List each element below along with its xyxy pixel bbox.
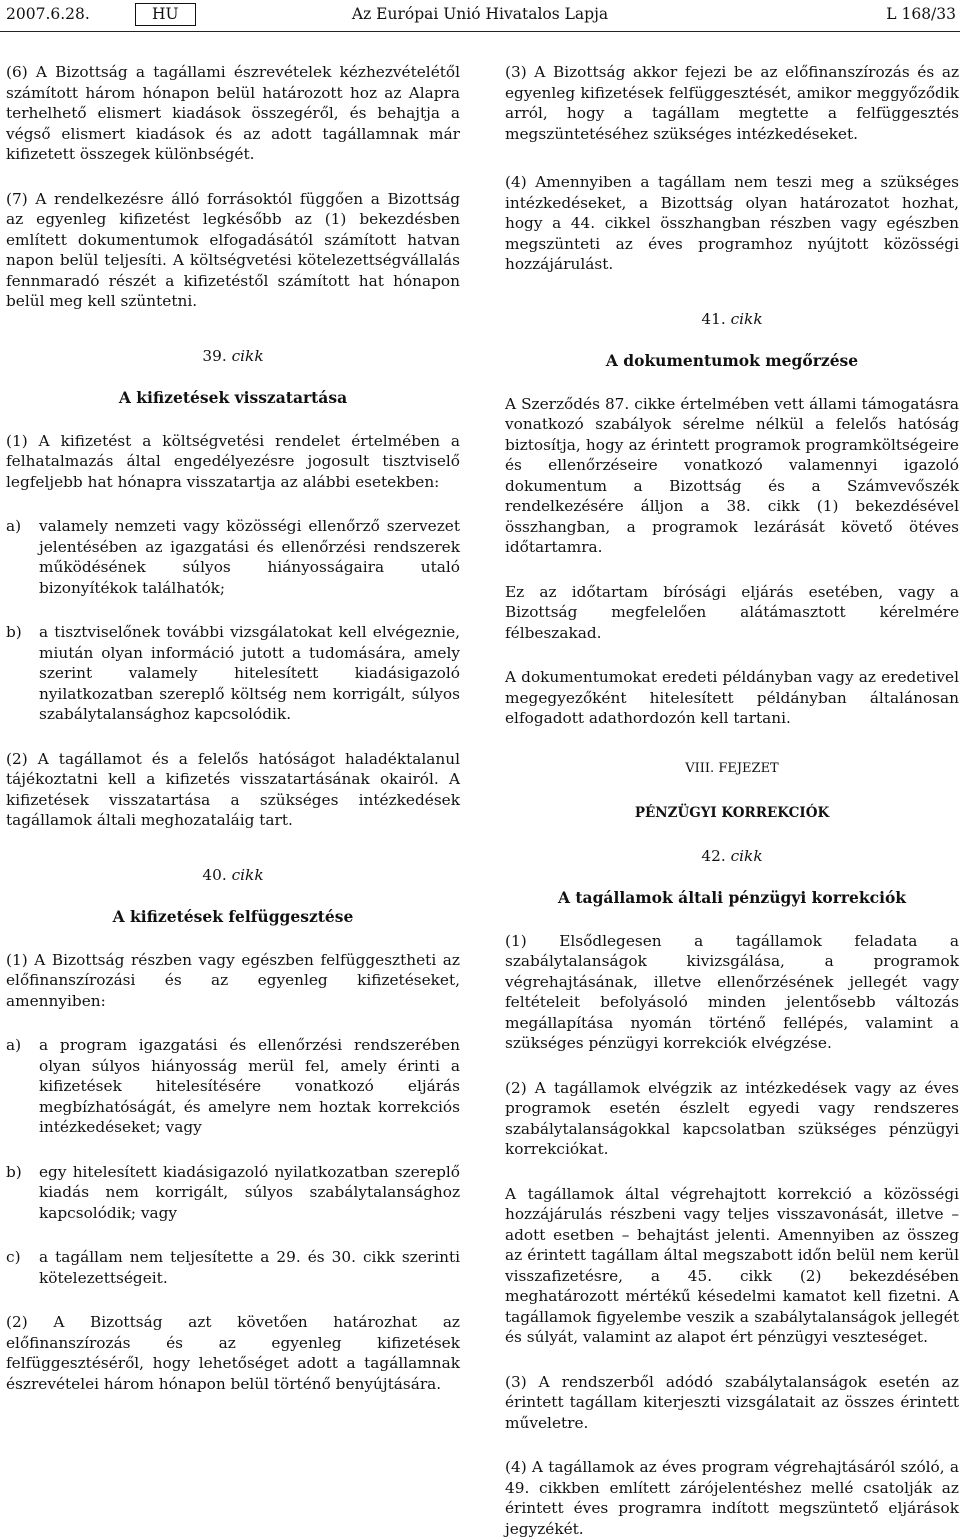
article-39-item-b: b) a tisztviselőnek további vizsgálatokat kell elvégeznie, miután olyan információ jutott a tudomására, amely szerint valamely hitelesített kiadásigazoló nyilatkozatban szereplő költség nem korrigált, súlyos szabálytalansághoz kapcsolódik. (6, 623, 460, 723)
article-42-para-5: (4) A tagállamok az éves program végrehajtásáról szóló, a 49. cikkben említett zárójelentéshez mellé csatolják az érintett éves programra indított megszüntető eljárások jegyzékét. (505, 1458, 959, 1538)
article-40-para-2: (2) A Bizottság azt követően határozhat az előfinanszírozás és az egyenleg kifizetések felfüggesztéséről, hogy lehetőséget adott a tagállamnak észrevételei három hónapon belül történő benyújtására. (6, 1313, 460, 1393)
article-41-title: A dokumentumok megőrzése (605, 351, 859, 370)
page-header (0, 0, 960, 34)
right-column (505, 62, 959, 1539)
article-39-item-a: a) valamely nemzeti vagy közösségi ellenőrző szervezet jelentésében az igazgatási és ellenőrzési rendszerek működésének súlyos hiányosságaira utaló bizonyítékok találhatók; (6, 517, 460, 597)
paragraph-4: (4) Amennyiben a tagállam nem teszi meg a szükséges intézkedéseket, a Bizottság olyan határozatot hozhat, hogy a 44. cikkel összhangban részben vagy egészben megszünteti az éves programhoz nyújtott közösségi hozzájárulást. (505, 173, 959, 273)
paragraph-7: (7) A rendelkezésre álló forrásoktól függően a Bizottság az egyenleg kifizetést legkésőbb az (1) bekezdésben említett dokumentumok elfogadásától számított hatvan napon belül teljesíti. A költségvetési kötelezettségvállalás fennmaradó részét a kifizetéstől számított hat hónapon belül meg kell szüntetni. (6, 189, 460, 310)
article-40-item-a: a) a program igazgatási és ellenőrzési rendszerében olyan súlyos hiányosság merül fel, amely érinti a kifizetések hitelesítésére vonatkozó eljárás megbízhatóságát, és amelyre nem hoztak korrekciós intézkedéseket; vagy (6, 1036, 460, 1136)
article-42-title: A tagállamok általi pénzügyi korrekciók (557, 888, 907, 907)
article-42-number: 42. cikk (701, 846, 763, 865)
article-40-title: A kifizetések felfüggesztése (112, 907, 354, 926)
left-column (6, 62, 460, 1394)
article-42-para-3: A tagállamok által végrehajtott korrekció a közösségi hozzájárulás részbeni vagy teljes visszavonását, illetve – adott esetben – behajtást jelenti. Amennyiben az összeg az érintett tagállam által megszabott időn belül nem kerül visszafizetésre, a 45. cikk (2) bekezdésében meghatározott mértékű késedelmi kamatot kell fizetni. A tagállamok figyelembe veszik a szabálytalanságok jellegét és súlyát, valamint az alapot ért pénzügyi veszteséget. (505, 1184, 959, 1346)
article-41-number: 41. cikk (701, 309, 763, 328)
article-41-para-3: A dokumentumokat eredeti példányban vagy az eredetivel megegyezőként hitelesített példányban általánosan elfogadott adathordozón kell tartani. (505, 668, 959, 727)
language-code-box: HU (135, 3, 196, 26)
article-40-number: 40. cikk (202, 865, 264, 884)
article-41-para-2: Ez az időtartam bírósági eljárás esetében, vagy a Bizottság megfelelően alátámasztott kérelmére félbeszakad. (505, 582, 959, 642)
page-number: L 168/33 (886, 5, 956, 23)
article-40-para-1: (1) A Bizottság részben vagy egészben felfüggesztheti az előfinanszírozási és az egyenleg kifizetéseket, amennyiben: (6, 950, 460, 1010)
article-39-title: A kifizetések visszatartása (118, 388, 348, 407)
chapter-title: PÉNZÜGYI KORREKCIÓK (634, 805, 830, 821)
article-39-para-2: (2) A tagállamot és a felelős hatóságot haladéktalanul tájékoztatni kell a kifizetés visszatartásának okairól. A kifizetések visszatartása a szükséges intézkedések tagállamok általi meghozataláig tart. (6, 749, 460, 829)
chapter-number: VIII. FEJEZET (685, 760, 779, 776)
paragraph-6: (6) A Bizottság a tagállami észrevételek kézhezvételétől számított három hónapon belül határozott hoz az Alapra terhelhető elismert kiadások összegéről, és behajtja a végső elismert kiadások és az adott tagállamnak már kifizetett összegek különbségét. (6, 63, 460, 163)
article-40-item-c: c) a tagállam nem teljesítette a 29. és 30. cikk szerinti kötelezettségeit. (6, 1248, 460, 1287)
article-42-para-4: (3) A rendszerből adódó szabálytalanságok esetén az érintett tagállam kiterjeszti vizsgálatait az összes érintett műveletre. (505, 1372, 959, 1432)
paragraph-3: (3) A Bizottság akkor fejezi be az előfinanszírozás és az egyenleg kifizetések felfüggesztését, amikor meggyőződik arról, hogy a tagállam megtette a felfüggesztés megszüntetéséhez szükséges intézkedéseket. (505, 63, 959, 143)
article-39-para-1: (1) A kifizetést a költségvetési rendelet értelmében a felhatalmazás által engedélyezésre jogosult tisztviselő legfeljebb hat hónapra visszatartja az alábbi esetekben: (6, 431, 460, 491)
header-rule (0, 31, 960, 32)
article-39-number: 39. cikk (202, 346, 264, 365)
article-40-item-b: b) egy hitelesített kiadásigazoló nyilatkozatban szereplő kiadás nem korrigált, súlyos szabálytalansághoz kapcsolódik; vagy (6, 1162, 460, 1222)
article-42-para-1: (1) Elsődlegesen a tagállamok feladata a szabálytalanságok kivizsgálása, a programok végrehajtásának, illetve ellenőrzésének jellegét vagy feltételeit befolyásoló minden jelentősebb változás megállapítása nyomán történő fellépés, valamint a szükséges pénzügyi korrekciók elvégzése. (505, 931, 959, 1052)
article-41-para-1: A Szerződés 87. cikke értelmében vett állami támogatásra vonatkozó szabályok sérelme nélkül a felelős hatóság biztosítja, hogy az érintett programok programköltségeire és ellenőrzéseire vonatkozó valamennyi igazoló dokumentum a Bizottság és a Számvevőszék rendelkezésére álljon a 38. cikk (1) bekezdésével összhangban, a programok lezárását követő ötéves időtartamra. (505, 394, 959, 556)
publication-date: 2007.6.28. (6, 5, 90, 23)
journal-title: Az Európai Unió Hivatalos Lapja (351, 5, 609, 23)
article-42-para-2: (2) A tagállamok elvégzik az intézkedések vagy az éves programok esetén észlelt egyedi vagy rendszeres szabálytalanságokkal kapcsolatban szükséges pénzügyi korrekciókat. (505, 1078, 959, 1158)
